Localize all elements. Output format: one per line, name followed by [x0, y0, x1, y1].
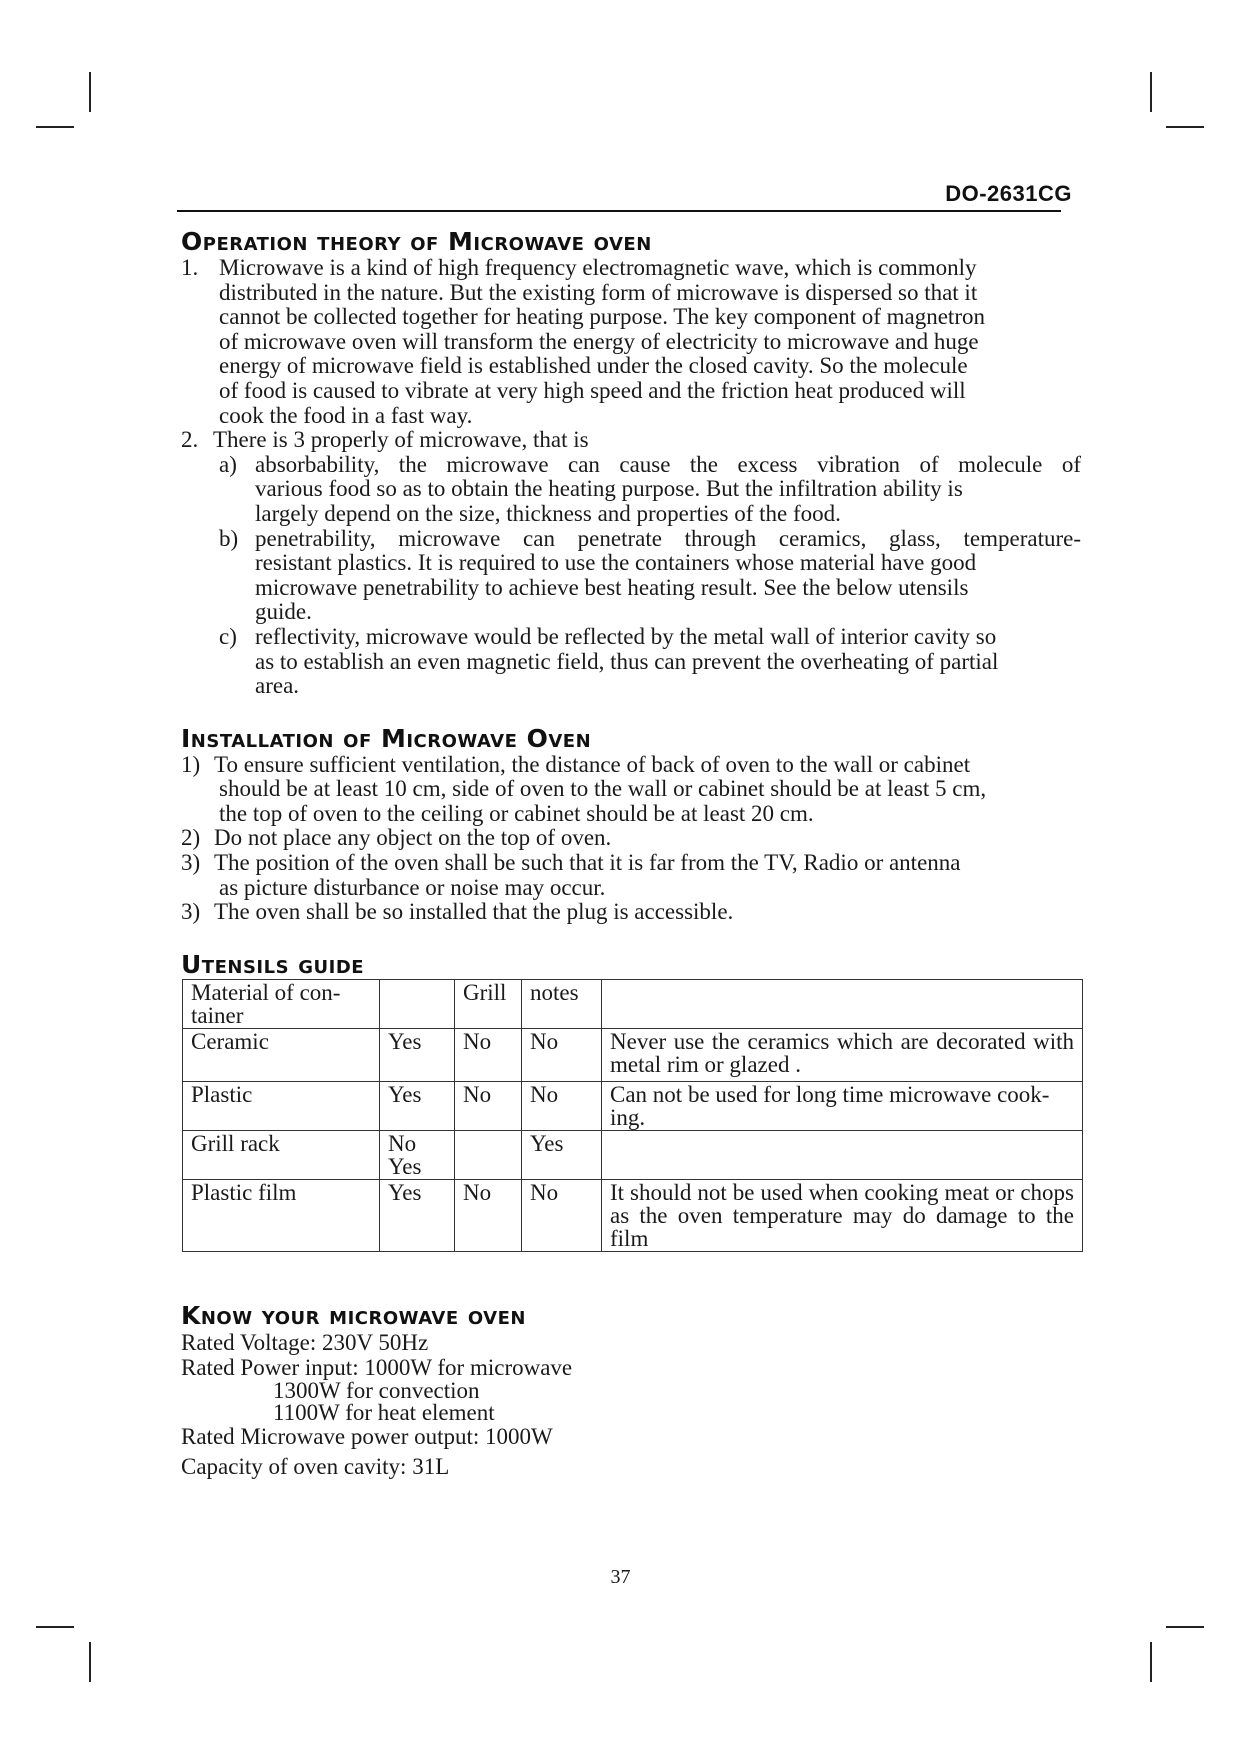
text-line: cannot be collected together for heating purpose. The key component of magnetron — [219, 304, 985, 330]
table-cell: Ceramic — [183, 1028, 380, 1081]
text-line: penetrability, microwave can penetrate through ceramics, glass, temperature- — [255, 525, 1081, 551]
table-cell: Plastic film — [183, 1179, 380, 1251]
rated-power: Rated Power input: 1000W for microwave — [181, 1354, 573, 1380]
text-line: guide. — [255, 599, 312, 625]
section-title-specs: Know your microwave oven — [181, 1300, 526, 1330]
table-header-cell — [380, 979, 455, 1028]
table-header-cell — [602, 979, 1083, 1028]
table-cell: No — [522, 1179, 602, 1251]
table-cell: No — [455, 1179, 522, 1251]
table-cell: No — [455, 1081, 522, 1130]
text-line: as picture disturbance or noise may occur. — [219, 874, 606, 900]
text-line: reflectivity, microwave would be reflected by the metal wall of interior cavity so — [255, 623, 997, 649]
page-content — [181, 228, 1081, 1479]
installation-item-1 — [181, 753, 1081, 827]
item-number: 2) — [181, 825, 201, 851]
text-line: area. — [255, 673, 300, 699]
text-line: largely depend on the size, thickness and properties of the food. — [255, 500, 841, 526]
subitem-c — [181, 625, 1081, 699]
table-cell: Yes — [380, 1028, 455, 1081]
crop-mark — [36, 126, 74, 128]
microwave-output: Rated Microwave power output: 1000W — [181, 1423, 553, 1449]
installation-item-4 — [181, 900, 1081, 925]
table-row — [183, 1028, 1083, 1081]
crop-mark — [1166, 1626, 1204, 1628]
text-line: To ensure sufficient ventilation, the distance of back of oven to the wall or cabinet — [214, 751, 971, 777]
utensils-table — [182, 979, 1083, 1252]
cavity-capacity: Capacity of oven cavity: 31L — [181, 1453, 450, 1479]
table-row — [183, 1081, 1083, 1130]
table-row — [183, 1179, 1083, 1251]
text-line: of microwave oven will transform the energy of electricity to microwave and huge — [219, 328, 979, 354]
section-title-utensils: Utensils guide — [181, 949, 365, 979]
table-cell: Yes — [380, 1179, 455, 1251]
item-number: 1) — [181, 751, 201, 777]
installation-item-2 — [181, 826, 1081, 851]
operation-item-1 — [181, 256, 1081, 428]
text-line: as to establish an even magnetic field, thus can prevent the overheating of partial — [255, 648, 999, 674]
text-line: energy of microwave field is established under the closed cavity. So the molecule — [219, 353, 968, 379]
table-header-row — [183, 979, 1083, 1028]
table-cell: No — [522, 1028, 602, 1081]
subitem-label: c) — [219, 623, 237, 649]
item-number: 2. — [181, 427, 199, 453]
table-cell — [455, 1130, 522, 1179]
power-convection: 1300W for convection — [273, 1377, 480, 1403]
table-cell: Never use the ceramics which are decorated with metal rim or glazed . — [602, 1028, 1083, 1081]
crop-mark — [1150, 72, 1152, 112]
table-cell — [602, 1130, 1083, 1179]
table-row — [183, 1130, 1083, 1179]
text-line: absorbability, the microwave can cause the excess vibration of molecule of — [255, 451, 1081, 477]
crop-mark — [89, 72, 91, 112]
table-cell: No Yes — [380, 1130, 455, 1179]
subitem-b — [181, 527, 1081, 625]
text-line: There is 3 properly of microwave, that is — [213, 427, 589, 453]
text-line: Do not place any object on the top of oven. — [214, 825, 612, 851]
text-line: the top of oven to the ceiling or cabinet should be at least 20 cm. — [219, 800, 814, 826]
header-rule — [177, 210, 1061, 212]
specs-list — [181, 1330, 1081, 1479]
text-line: resistant plastics. It is required to use the containers whose material have good — [255, 550, 977, 576]
installation-item-3 — [181, 851, 1081, 900]
table-header-cell: Material of con- tainer — [183, 979, 380, 1028]
table-cell: Yes — [522, 1130, 602, 1179]
table-cell: Grill rack — [183, 1130, 380, 1179]
crop-mark — [89, 1642, 91, 1682]
section-title-installation: Installation of Microwave Oven — [181, 723, 592, 753]
subitem-a — [181, 453, 1081, 527]
table-cell: No — [522, 1081, 602, 1130]
subitem-label: a) — [219, 451, 237, 477]
table-cell: No — [455, 1028, 522, 1081]
text-line: of food is caused to vibrate at very high speed and the friction heat produced will — [219, 377, 966, 403]
text-line: various food so as to obtain the heating purpose. But the infiltration ability is — [255, 476, 963, 502]
item-number: 1. — [181, 255, 199, 280]
page-number: 37 — [610, 1566, 631, 1588]
table-header-cell: notes — [522, 979, 602, 1028]
crop-mark — [1166, 126, 1204, 128]
operation-item-2 — [181, 428, 1081, 453]
table-cell: Yes — [380, 1081, 455, 1130]
text-line: The position of the oven shall be such that it is far from the TV, Radio or antenna — [214, 850, 961, 876]
text-line: distributed in the nature. But the existing form of microwave is dispersed so that it — [219, 279, 978, 305]
crop-mark — [36, 1626, 74, 1628]
table-cell: It should not be used when cooking meat or chops as the oven temperature may do damage to the film — [602, 1179, 1083, 1251]
power-heat-element: 1100W for heat element — [273, 1399, 495, 1425]
rated-voltage: Rated Voltage: 230V 50Hz — [181, 1329, 429, 1355]
item-number: 3) — [181, 899, 201, 925]
crop-mark — [1150, 1642, 1152, 1682]
model-number: DO-2631CG — [945, 181, 1072, 206]
subitem-label: b) — [219, 525, 239, 551]
table-cell: Can not be used for long time microwave cook- ing. — [602, 1081, 1083, 1130]
text-line: Microwave is a kind of high frequency electromagnetic wave, which is commonly — [219, 255, 977, 280]
table-cell: Plastic — [183, 1081, 380, 1130]
text-line: cook the food in a fast way. — [219, 402, 473, 428]
item-number: 3) — [181, 850, 201, 876]
section-title-operation: Operation theory of Microwave oven — [181, 227, 652, 256]
table-header-cell: Grill — [455, 979, 522, 1028]
text-line: microwave penetrability to achieve best heating result. See the below utensils — [255, 574, 969, 600]
text-line: should be at least 10 cm, side of oven to the wall or cabinet should be at least 5 cm, — [219, 776, 987, 802]
text-line: The oven shall be so installed that the plug is accessible. — [214, 899, 734, 925]
